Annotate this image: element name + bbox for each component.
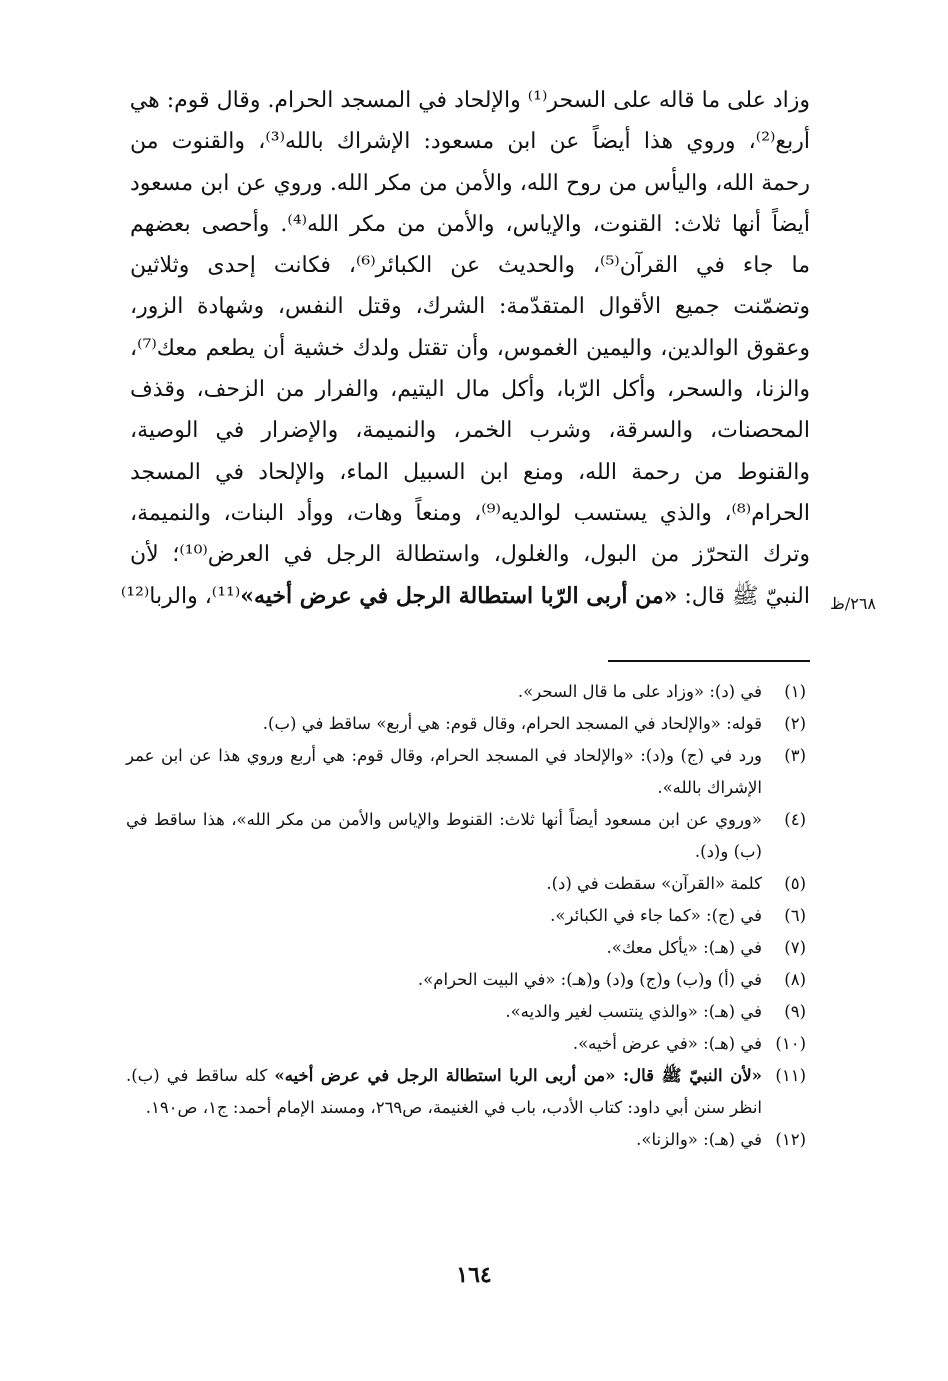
- footnote-text: ورد في (ج) و(د): «والإلحاد في المسجد الحرام، وقال قوم: هي أربع وروي هذا عن ابن عمر الإشراك بالله».: [126, 746, 762, 797]
- footnote-item: [126, 1028, 806, 1060]
- footnote-text: في (أ) و(ب) و(ج) و(د) و(هـ): «في البيت الحرام».: [417, 970, 762, 989]
- folio-margin-note: ٢٦٨/ظ: [830, 594, 876, 613]
- footnote-number: (٦): [784, 906, 806, 925]
- text-line: والقنوط من رحمة الله، ومنع ابن السبيل الماء، والإلحاد في المسجد: [130, 459, 810, 485]
- main-text: [120, 80, 811, 617]
- last-line-end: ⁽¹¹⁾، والربا⁽¹²⁾: [120, 583, 241, 609]
- footnote-item: [126, 1124, 806, 1156]
- footnote-item: [126, 708, 806, 740]
- footnote-number: (١): [784, 682, 806, 701]
- footnote-text: «وروي عن ابن مسعود أيضاً أنها ثلاث: القنوط والإياس والأمن من مكر الله»، هذا ساقط في (ب) و(د).: [126, 810, 762, 861]
- footnote-number: (١٢): [775, 1130, 806, 1149]
- text-line: ما جاء في القرآن⁽⁵⁾، والحديث عن الكبائر⁽⁶⁾، فكانت إحدى وثلاثين: [130, 253, 810, 279]
- footnote-number: (٤): [784, 810, 806, 829]
- footnote-text: [126, 1060, 762, 1124]
- text-line: رحمة الله، واليأس من روح الله، والأمن من مكر الله. وروي عن ابن مسعود: [130, 170, 810, 196]
- footnote-text: قوله: «والإلحاد في المسجد الحرام، وقال قوم: هي أربع» ساقط في (ب).: [262, 714, 762, 733]
- text-line: وزاد على ما قاله على السحر⁽¹⁾ والإلحاد في المسجد الحرام. وقال قوم: هي: [129, 88, 810, 113]
- last-line-start: النبيّ ﷺ قال:: [677, 583, 810, 609]
- footnote-item: [126, 1060, 806, 1124]
- hadith-quote: «من أربى الرّبا استطالة الرجل في عرض أخيه»: [240, 582, 678, 609]
- footnote-text: في (هـ): «يأكل معك».: [606, 938, 762, 957]
- footnote-text: في (هـ): «والزنا».: [636, 1130, 762, 1149]
- footnote-text: في (ج): «كما جاء في الكبائر».: [550, 906, 762, 925]
- text-line: وعقوق الوالدين، واليمين الغموس، وأن تقتل ولدك خشية أن يطعم معك⁽⁷⁾،: [130, 335, 810, 361]
- footnote-item: [126, 740, 806, 804]
- footnote-text: في (د): «وزاد على ما قال السحر».: [517, 682, 762, 701]
- text-line-last: [120, 576, 810, 617]
- footnote-item: [126, 804, 806, 868]
- footnote-separator: [608, 660, 810, 662]
- footnote-text-rest: كله ساقط في (ب). انظر سنن أبي داود: كتاب الأدب، باب في الغنيمة، ص٢٦٩، ومسند الإمام أحمد: ج١، ص١٩٠.: [126, 1066, 762, 1117]
- footnote-item: [126, 996, 806, 1028]
- text-line: والزنا، والسحر، وأكل الرّبا، وأكل مال اليتيم، والفرار من الزحف، وقذف: [130, 377, 810, 403]
- footnote-text: في (هـ): «والذي ينتسب لغير والديه».: [505, 1002, 762, 1021]
- footnotes: [126, 676, 806, 1156]
- footnote-number: (٧): [784, 938, 806, 957]
- footnote-number: (٩): [784, 1002, 806, 1021]
- footnote-number: (٢): [784, 714, 806, 733]
- text-line: أيضاً أنها ثلاث: القنوت، والإياس، والأمن من مكر الله⁽⁴⁾. وأحصى بعضهم: [130, 211, 810, 237]
- footnote-item: [126, 900, 806, 932]
- text-line: أربع⁽²⁾، وروي هذا أيضاً عن ابن مسعود: الإشراك بالله⁽³⁾، والقنوت من: [130, 129, 810, 155]
- text-line: وترك التحرّز من البول، والغلول، واستطالة الرجل في العرض⁽¹⁰⁾؛ لأن: [130, 542, 811, 568]
- footnote-number: (٨): [784, 970, 806, 989]
- page-number: ١٦٤: [456, 1262, 492, 1288]
- footnote-number: (١٠): [775, 1034, 806, 1053]
- text-line: المحصنات، والسرقة، وشرب الخمر، والنميمة، والإضرار في الوصية،: [130, 418, 810, 444]
- footnote-number: (١١): [775, 1066, 806, 1085]
- footnote-item: [126, 868, 806, 900]
- footnote-text: كلمة «القرآن» سقطت في (د).: [546, 874, 762, 893]
- text-line: وتضمّنت جميع الأقوال المتقدّمة: الشرك، وقتل النفس، وشهادة الزور،: [130, 294, 810, 320]
- footnote-text: في (هـ): «في عرض أخيه».: [572, 1034, 762, 1053]
- footnote-item: [126, 964, 806, 996]
- text-line: الحرام⁽⁸⁾، والذي يستسب لوالديه⁽⁹⁾، ومنعاً وهات، ووأد البنات، والنميمة،: [130, 500, 811, 526]
- footnote-number: (٥): [784, 874, 806, 893]
- footnote-item: [126, 932, 806, 964]
- footnote-item: [126, 676, 806, 708]
- footnote-quote: «لأن النبيّ ﷺ قال: «من أربى الربا استطالة الرجل في عرض أخيه»: [274, 1066, 762, 1085]
- footnote-number: (٣): [784, 746, 806, 765]
